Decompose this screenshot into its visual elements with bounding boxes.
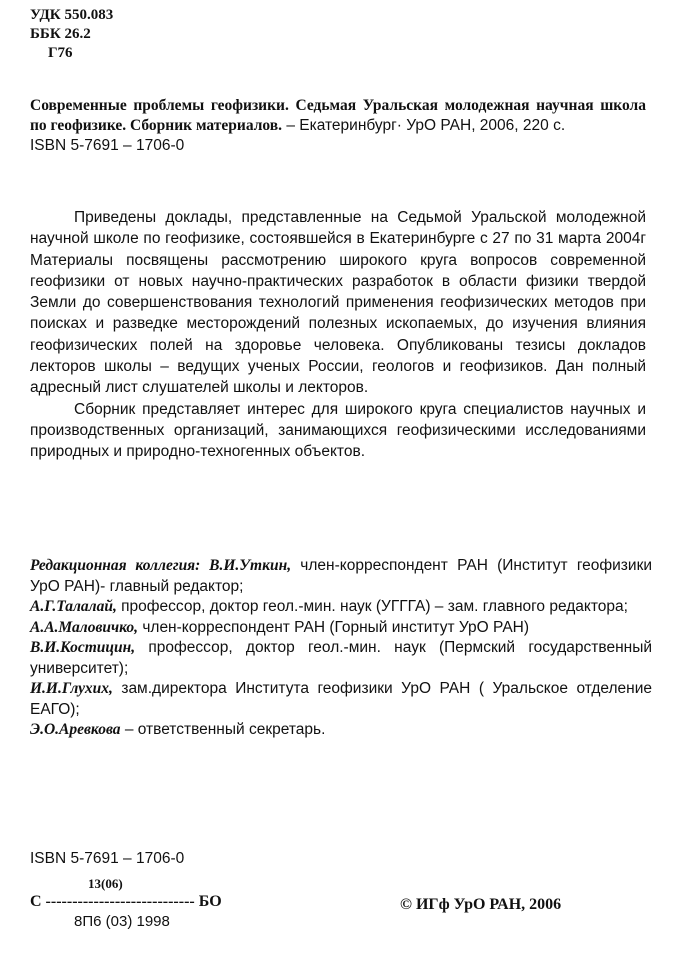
editor-entry [30, 597, 652, 618]
editor-role: зам.директора Института геофизики УрО РАН ( Уральское отделение ЕАГО); [30, 680, 652, 718]
editor-name: А.Г.Талалай, [30, 598, 117, 615]
editor-entry [30, 679, 652, 720]
editor-name: В.И.Костицин, [30, 639, 136, 656]
bibliographic-record [30, 96, 646, 156]
annotation-paragraph-2: Сборник представляет интерес для широкого круга специалистов научных и производственных организаций, занимающихся геофизическими исследованиями природных и природно-техногенных объектов. [30, 400, 646, 461]
editor-role: – ответственный секретарь. [120, 721, 326, 738]
editor-entry [30, 720, 652, 741]
annotation [30, 207, 646, 463]
code-subscript: 8П6 (03) 1998 [74, 913, 170, 930]
editor-role: профессор, доктор геол.-мин. наук (Пермский государственный университет); [30, 639, 652, 677]
editor-name: И.И.Глухих, [30, 680, 113, 697]
editor-role: профессор, доктор геол.-мин. наук (УГГГА) – зам. главного редактора; [116, 598, 628, 615]
code-line: С ---------------------------- БО [30, 893, 222, 910]
footer-isbn: ISBN 5-7691 – 1706-0 [30, 850, 185, 867]
code-superscript: 13(06) [88, 876, 123, 891]
editor-entry [30, 556, 652, 597]
book-title: Современные проблемы геофизики. Седьмая Уральская молодежная научная школа по геофизике. Сборник материалов. [30, 97, 646, 134]
editorial-board [30, 556, 652, 741]
editor-name: Э.О.Аревкова [30, 721, 121, 738]
editor-role: член-корреспондент РАН (Институт геофизики УрО РАН)- главный редактор; [30, 557, 653, 595]
editor-role: член-корреспондент РАН (Горный институт УрО РАН) [138, 618, 530, 636]
copyright: © ИГф УрО РАН, 2006 [400, 896, 562, 913]
isbn-line: ISBN 5-7691 – 1706-0 [30, 137, 185, 154]
author-mark: Г76 [48, 45, 73, 61]
bbk-code: ББК 26.2 [30, 26, 91, 42]
classification-codes [30, 6, 113, 63]
editor-name: А.А.Маловичко, [30, 618, 139, 636]
editor-entry [30, 638, 652, 679]
publication-info: – Екатеринбург· УрО РАН, 2006, 220 с. [282, 117, 566, 134]
bibliographic-description [30, 96, 646, 136]
annotation-paragraph-1: Приведены доклады, представленные на Седьмой Уральской молодежной научной школе по геофизике, состоявшейся в Екатеринбурге с 27 по 31 марта 2004г Материалы посвящены рассмотрению широкого круга вопросов современной геофизики от новых научно-практических разработок в области физики твердой Земли до совершенствования технологий применения геофизических методов при поисках и разведке месторождений полезных ископаемых, до изучения влияния геофизических полей на здоровье человека. Опубликованы тезисы докладов лекторов школы – ведущих ученых России, геологов и геофизиков. Дан полный адресный лист слушателей школы и лекторов. [30, 209, 646, 397]
editor-name: Редакционная коллегия: В.И.Уткин, [30, 557, 292, 574]
udk-code: УДК 550.083 [30, 7, 114, 23]
editor-entry [30, 618, 652, 639]
publication-code [30, 876, 270, 936]
